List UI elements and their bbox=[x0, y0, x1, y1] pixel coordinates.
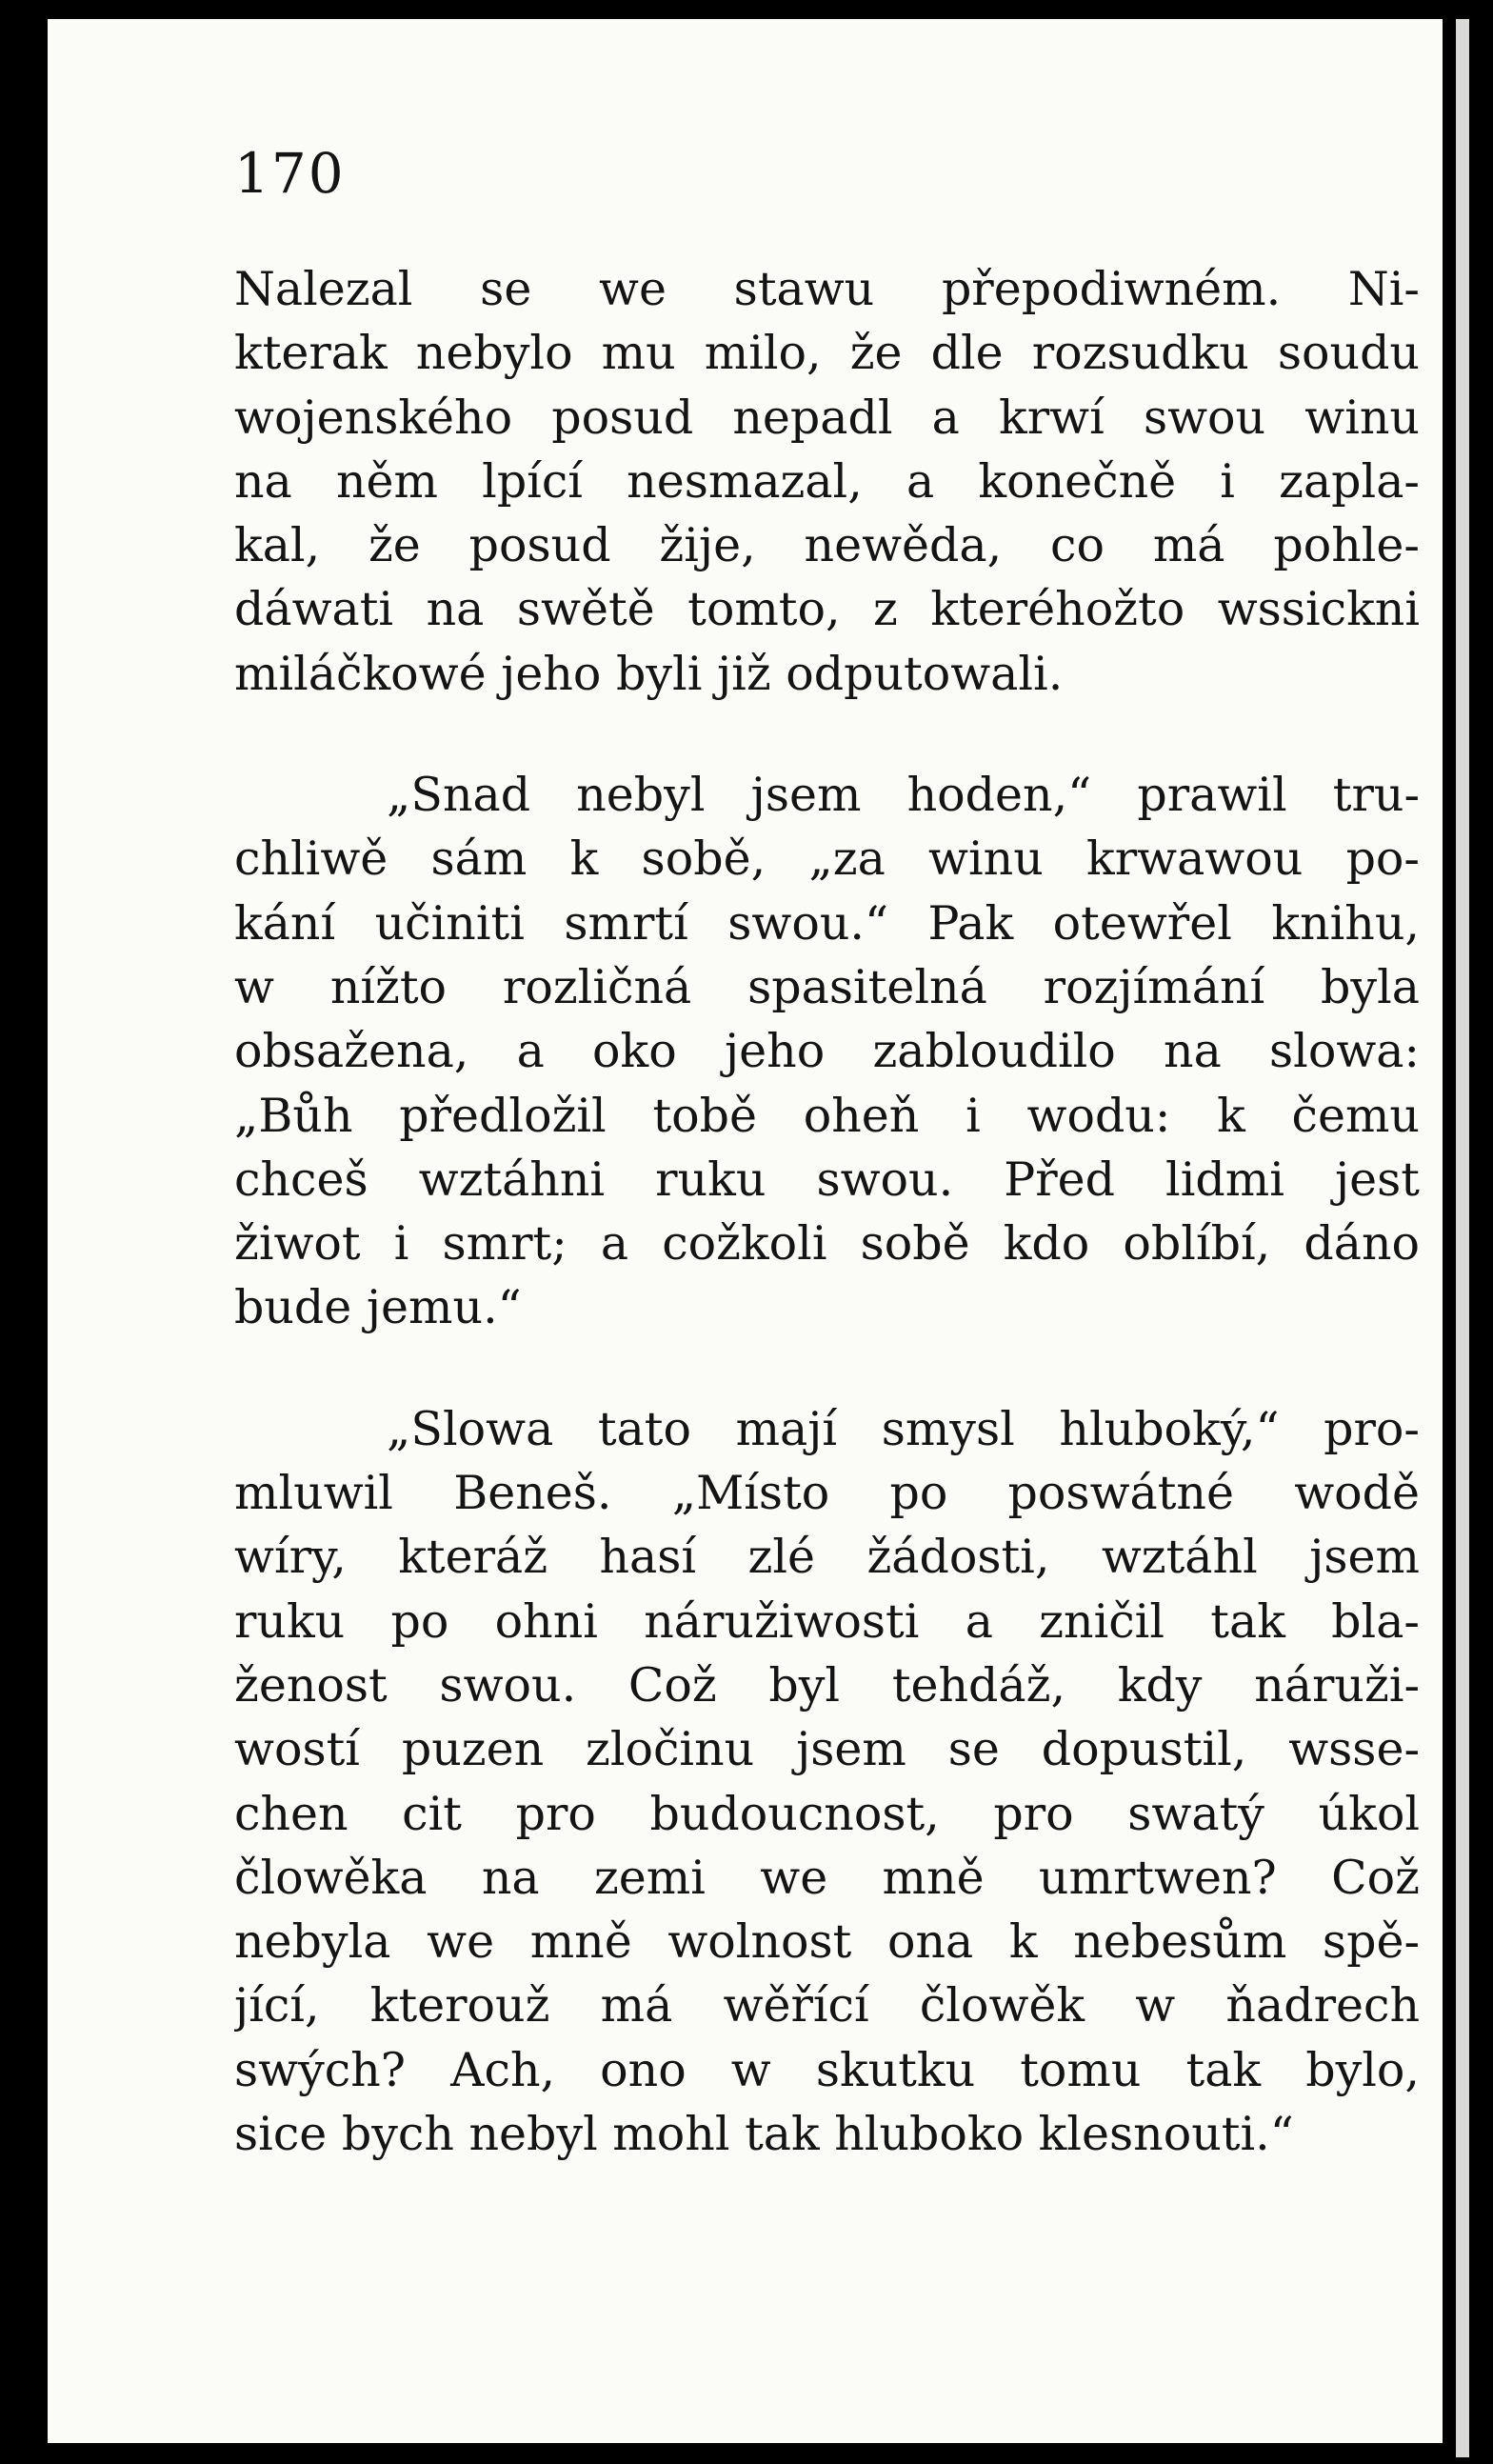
text-line: kterak nebylo mu milo, že dle rozsudku soudu bbox=[234, 326, 1420, 381]
text-line: Nalezal se we stawu přepodiwném. Ni- bbox=[234, 262, 1420, 316]
text-line: swých? Ach, ono w skutku tomu tak bylo, bbox=[234, 2042, 1420, 2097]
text-line: w nížto rozličná spasitelná rozjímání byla bbox=[234, 959, 1420, 1014]
text-line: chceš wztáhni ruku swou. Před lidmi jest bbox=[234, 1152, 1420, 1207]
paragraph-1 bbox=[234, 257, 1420, 706]
paragraph-2 bbox=[234, 763, 1420, 1340]
text-line: kání učiniti smrtí swou.“ Pak otewřel knihu, bbox=[234, 895, 1420, 951]
page-edge bbox=[1456, 19, 1469, 2457]
text-line: nebyla we mně wolnost ona k nebesům spě- bbox=[234, 1914, 1420, 1970]
text-line: dáwati na swětě tomto, z kteréhožto wssickni bbox=[234, 582, 1420, 637]
text-line: „Bůh předložil tobě oheň i wodu: k čemu bbox=[234, 1088, 1420, 1143]
text-line: ruku po ohni náružiwosti a zničil tak bla- bbox=[234, 1593, 1420, 1649]
text-line: sice bych nebyl mohl tak hluboko klesnouti.“ bbox=[234, 2107, 1294, 2162]
text-line: ženost swou. Což byl tehdáž, kdy náruži- bbox=[234, 1657, 1420, 1713]
paragraph-3 bbox=[234, 1397, 1420, 2167]
text-line: člowěka na zemi we mně umrtwen? Což bbox=[234, 1850, 1420, 1905]
book-page bbox=[48, 19, 1443, 2443]
text-line: bude jemu.“ bbox=[234, 1280, 522, 1335]
body-text bbox=[234, 257, 1420, 2166]
text-line: „Snad nebyl jsem hoden,“ prawil tru- bbox=[387, 768, 1420, 823]
text-line: wojenského posud nepadl a krwí swou winu bbox=[234, 390, 1420, 445]
text-line: wíry, kteráž hasí zlé žádosti, wztáhl jsem bbox=[234, 1530, 1420, 1585]
text-line: na něm lpící nesmazal, a konečně i zapla- bbox=[234, 453, 1420, 509]
text-line: obsažena, a oko jeho zabloudilo na slowa: bbox=[234, 1024, 1420, 1079]
text-line: chen cit pro budoucnost, pro swatý úkol bbox=[234, 1786, 1420, 1841]
text-line: žiwot i smrt; a cožkoli sobě kdo oblíbí, dáno bbox=[234, 1216, 1420, 1272]
text-line: jící, kterouž má wěřící člowěk w ňadrech bbox=[234, 1978, 1420, 2033]
text-line: „Slowa tato mají smysl hluboký,“ pro- bbox=[387, 1401, 1420, 1456]
text-line: kal, že posud žije, newěda, co má pohle- bbox=[234, 518, 1420, 573]
text-line: mluwil Beneš. „Místo po poswátné wodě bbox=[234, 1466, 1420, 1521]
text-line: wostí puzen zločinu jsem se dopustil, wsse- bbox=[234, 1722, 1420, 1777]
text-line: miláčkowé jeho byli již odputowali. bbox=[234, 646, 1064, 701]
page-number: 170 bbox=[234, 141, 346, 206]
text-line: chliwě sám k sobě, „za winu krwawou po- bbox=[234, 831, 1420, 887]
